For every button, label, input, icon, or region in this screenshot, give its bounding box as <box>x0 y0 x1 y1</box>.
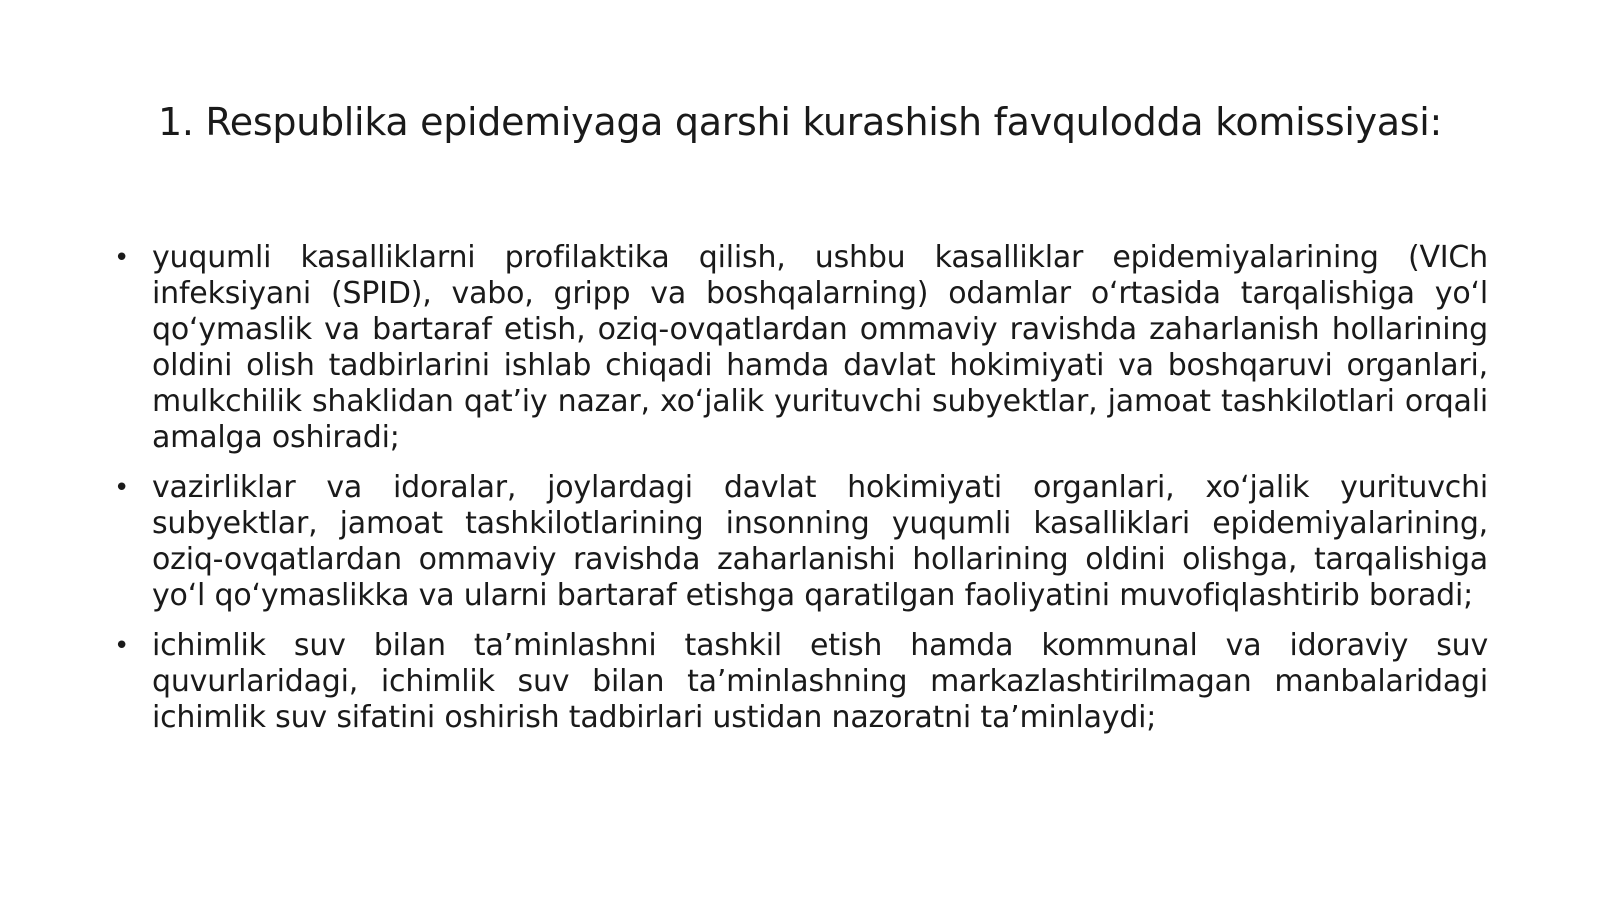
list-item <box>112 240 1488 456</box>
bullet-text: yuqumli kasalliklarni profilaktika qilish, ushbu kasalliklar epidemiyalarining (VICh infeksiyani (SPID), vabo, gripp va boshqalarning) odamlar oʻrtasida tarqalishiga yoʻl qoʻymaslik va bartaraf etish, oziq-ovqatlardan ommaviy ravishda zaharlanish hollarining oldini olish tadbirlarini ishlab chiqadi hamda davlat hokimiyati va boshqaruvi organlari, mulkchilik shaklidan qatʼiy nazar, xoʻjalik yurituvchi subyektlar, jamoat tashkilotlari orqali amalga oshiradi; <box>152 240 1488 455</box>
bullet-text: vazirliklar va idoralar, joylardagi davlat hokimiyati organlari, xoʻjalik yurituvchi subyektlar, jamoat tashkilotlarining insonning yuqumli kasalliklari epidemiyalarining, oziq-ovqatlardan ommaviy ravishda zaharlanishi hollarining oldini olishga, tarqalishiga yoʻl qoʻymaslikka va ularni bartaraf etishga qaratilgan faoliyatini muvofiqlashtirib boradi; <box>152 470 1488 613</box>
bullet-icon: • <box>114 473 130 503</box>
slide-title: 1. Respublika epidemiyaga qarshi kurashish favqulodda komissiyasi: <box>157 100 1443 144</box>
bullet-text: ichimlik suv bilan taʼminlashni tashkil etish hamda kommunal va idoraviy suv quvurlaridagi, ichimlik suv bilan taʼminlashning markazlashtirilmagan manbalaridagi ichimlik suv sifatini oshirish tadbirlari ustidan nazoratni taʼminlaydi; <box>152 628 1488 735</box>
bullet-list <box>112 240 1488 750</box>
bullet-icon: • <box>114 631 130 661</box>
list-item <box>112 628 1488 736</box>
list-item <box>112 470 1488 614</box>
bullet-icon: • <box>114 243 130 273</box>
